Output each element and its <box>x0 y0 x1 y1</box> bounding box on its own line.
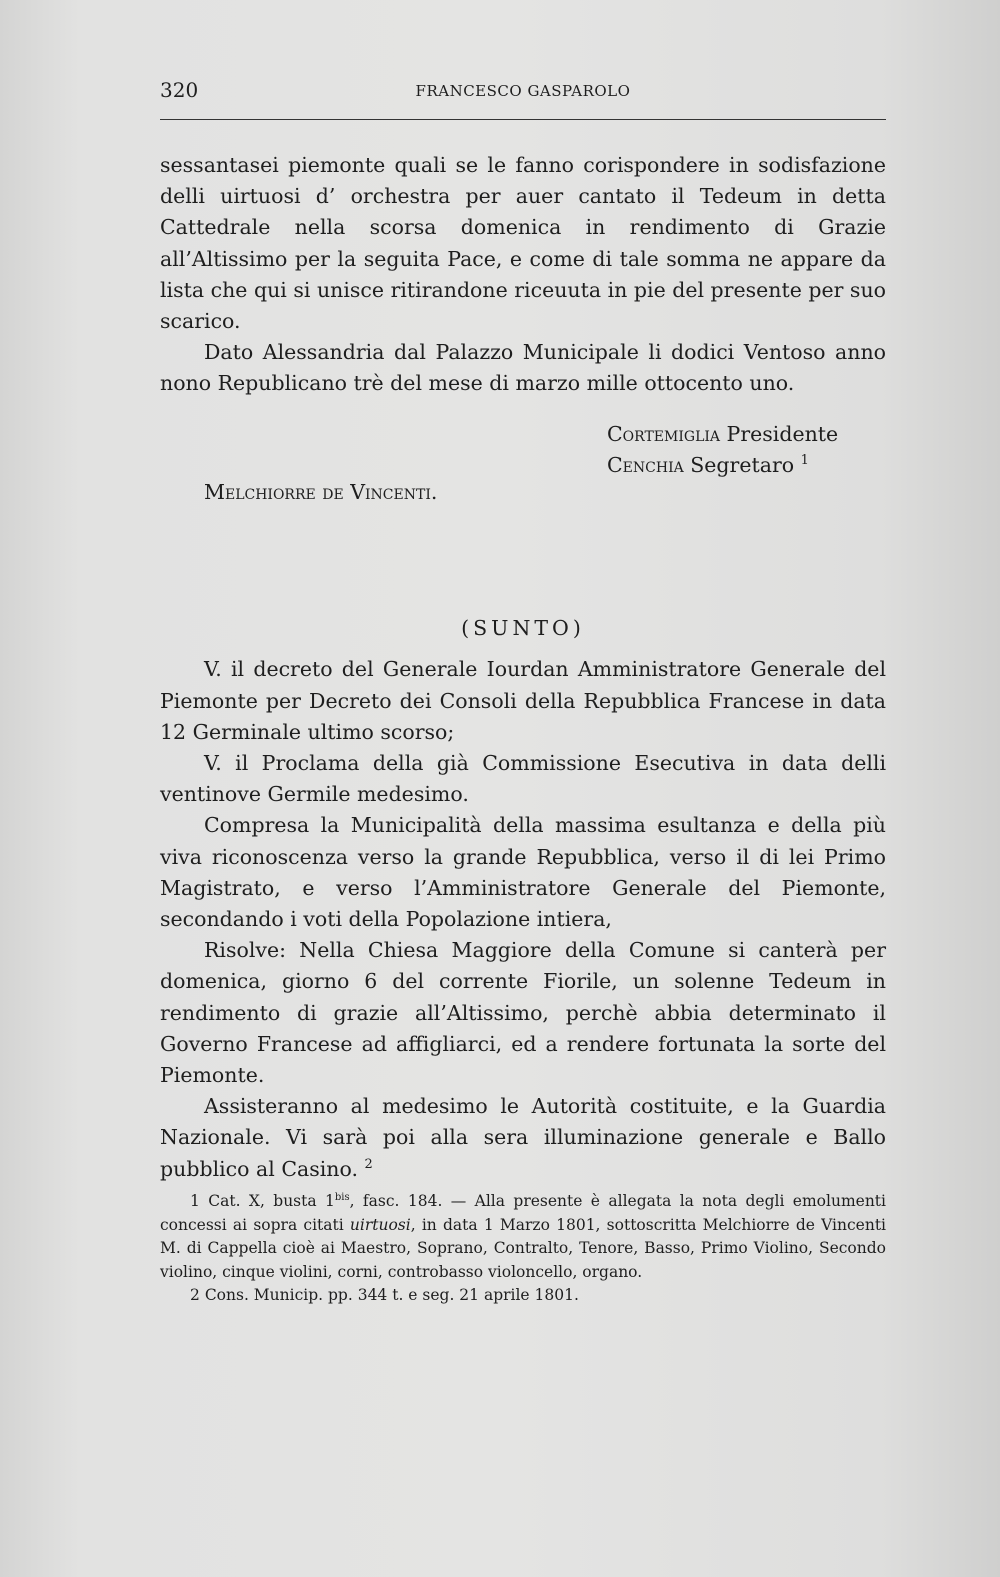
signature-president <box>607 419 886 450</box>
footnote-2-text: Cons. Municip. pp. 344 t. e seg. 21 aprile 1801. <box>204 1286 579 1304</box>
signature-melchiorre: Melchiorre de Vincenti. <box>204 480 438 505</box>
paragraph-7-text: Assisteranno al medesimo le Autorità costituite, e la Guardia Nazionale. Vi sarà poi alla sera illuminazione generale e Ballo pubblico al Casino. <box>160 1094 886 1181</box>
paragraph-2: Dato Alessandria dal Palazzo Municipale li dodici Ventoso anno nono Republicano trè del mese di marzo mille ottocento uno. <box>160 340 886 396</box>
paragraph-6: Risolve: Nella Chiesa Maggiore della Comune si canterà per domenica, giorno 6 del corrente Fiorile, un solenne Tedeum in rendimento di grazie all’Altissimo, perchè abbia determinato il Governo Francese ad affigliarci, ed a rendere fortunata la sorte del Piemonte. <box>160 938 886 1088</box>
paragraph-5: Compresa la Municipalità della massima esultanza e della più viva riconoscenza verso la grande Repubblica, verso il di lei Primo Magistrato, e verso l’Amministratore Generale del Piemonte, secondando i voti della Popolazione intiera, <box>160 813 886 932</box>
signature-secretary-title: Segretaro <box>690 452 795 477</box>
footnote-1-text-b: , in data 1 Marzo 1801, sottoscritta Melchiorre de Vincenti M. di Cappella cioè ai Maestro, Soprano, Contralto, Tenore, Basso, Primo Violino, Secondo violino, cinque violini, corni, controbasso violoncello, organo. <box>160 1215 886 1281</box>
footnote-1-bis: bis <box>334 1192 350 1203</box>
main-text <box>160 150 886 1185</box>
footnote-ref-2: 2 <box>364 1156 373 1172</box>
footnote-1-text-a: , fasc. 184. — Alla presente è allegata la nota degli emolumenti concessi ai sopra citati <box>160 1192 886 1234</box>
footnote-1-citation: Cat. X, busta 1 <box>208 1192 335 1210</box>
footnote-1-marker: 1 <box>190 1192 200 1210</box>
footnote-1 <box>160 1190 886 1284</box>
footnote-2-marker: 2 <box>190 1286 200 1304</box>
paragraph-4: V. il Proclama della già Commissione Esecutiva in data delli ventinove Germile medesimo. <box>160 751 886 807</box>
footnotes <box>160 1190 886 1308</box>
paragraph-1: sessantasei piemonte quali se le fanno corispondere in sodisfazione delli uirtuosi d’ orchestra per auer cantato il Tedeum in detta Cattedrale nella scorsa domenica in rendimento di Grazie all’Altissimo per la seguita Pace, e come di tale somma ne appare da lista che qui si unisce ritirandone riceuuta in pie del presente per suo scarico. <box>160 153 886 334</box>
footnote-ref-1: 1 <box>800 452 809 468</box>
footnote-1-italic: uirtuosi <box>349 1215 411 1234</box>
signature-secretary-name: Cenchia <box>607 452 684 477</box>
signature-president-title: Presidente <box>726 421 839 446</box>
paragraph-7 <box>160 1091 886 1185</box>
paragraph-3: V. il decreto del Generale Iourdan Amministratore Generale del Piemonte per Decreto dei Consoli della Repubblica Francese in data 12 Germinale ultimo scorso; <box>160 657 886 744</box>
signature-president-name: Cortemiglia <box>607 421 721 446</box>
header-rule <box>160 119 886 120</box>
page-number: 320 <box>160 78 199 102</box>
footnote-2 <box>160 1284 886 1308</box>
page-header <box>160 76 886 106</box>
running-title: FRANCESCO GASPAROLO <box>415 82 631 100</box>
sunto-heading: (SUNTO) <box>461 616 585 641</box>
